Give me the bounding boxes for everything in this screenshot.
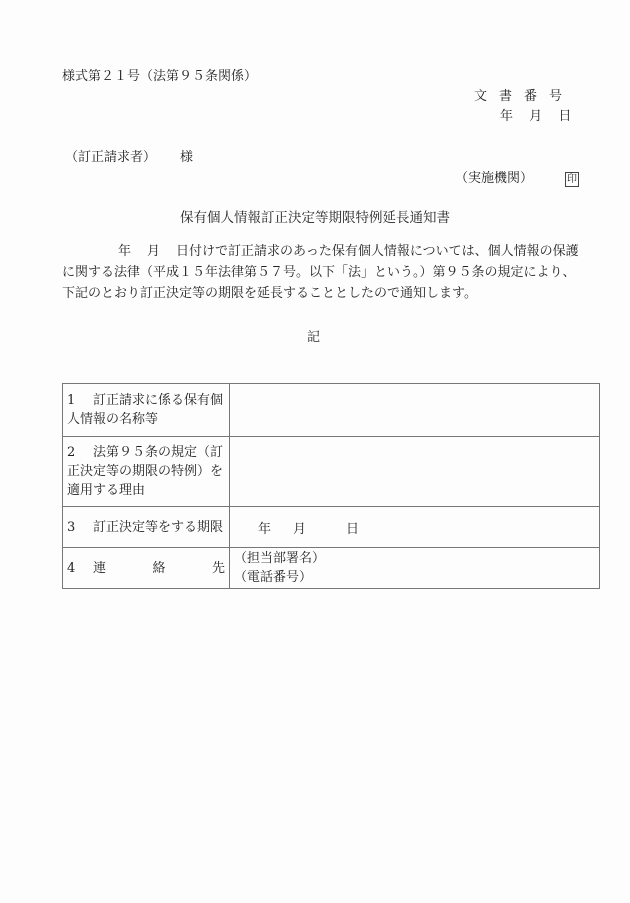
row-label: 4 連 絡 先 xyxy=(63,548,230,589)
document-title: 保有個人情報訂正決定等期限特例延長通知書 xyxy=(180,210,450,226)
body-year: 年 xyxy=(118,244,132,259)
honorific: 様 xyxy=(180,150,194,165)
body-month: 月 xyxy=(147,244,161,259)
seal-icon: 印 xyxy=(567,174,578,185)
issue-date-year: 年 xyxy=(500,109,514,124)
addressee xyxy=(65,146,193,165)
table-row xyxy=(63,507,600,548)
ki-heading: 記 xyxy=(307,330,321,345)
agency-label: （実施機関） xyxy=(455,171,534,186)
row-value-deadline[interactable]: 年 月 日 xyxy=(230,507,600,548)
body-text: 日付けで訂正請求のあった保有個人情報については、個人情報の保護に関する法律（平成１５年法律第５７号。以下「法」という。）第９５条の規定により、下記のとおり訂正決定等の期限を延長することとしたので通知します。 xyxy=(62,244,579,301)
table-row xyxy=(63,548,600,589)
body-paragraph xyxy=(62,241,582,304)
details-table xyxy=(62,383,600,589)
row-label: 2 法第９５条の規定（訂正決定等の期限の特例）を適用する理由 xyxy=(63,437,230,507)
row-value-reason[interactable] xyxy=(230,437,600,507)
row-label: 3 訂正決定等をする期限 xyxy=(63,507,230,548)
table-row xyxy=(63,437,600,507)
sender xyxy=(455,167,579,187)
row-value-contact[interactable] xyxy=(230,548,600,589)
contact-dept: （担当部署名） xyxy=(234,551,326,566)
table-row xyxy=(63,384,600,437)
row-label: 1 訂正請求に係る保有個人情報の名称等 xyxy=(63,384,230,437)
contact-phone: （電話番号） xyxy=(234,570,313,585)
form-number: 様式第２１号（法第９５条関係） xyxy=(62,69,258,84)
issue-date-month: 月 xyxy=(529,109,543,124)
issue-date xyxy=(500,105,571,124)
issue-date-day: 日 xyxy=(558,109,572,124)
requester-label: （訂正請求者） xyxy=(65,150,157,165)
row-value-info-name[interactable] xyxy=(230,384,600,437)
document-number-label: 文書番号 xyxy=(474,89,575,104)
